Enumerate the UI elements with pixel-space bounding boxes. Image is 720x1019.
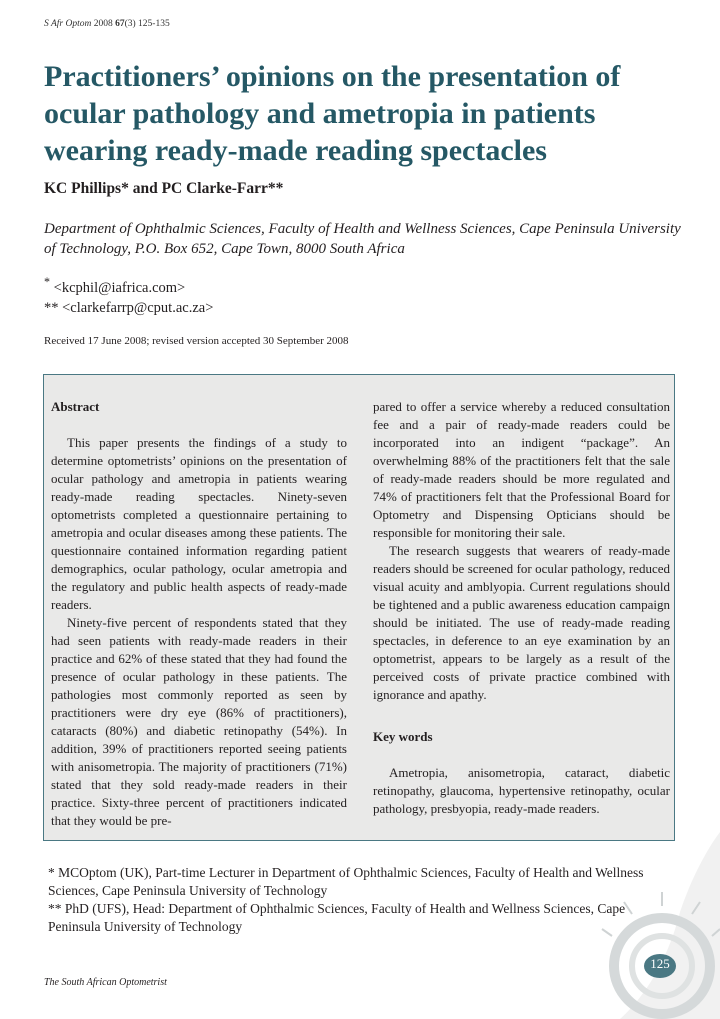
decorative-eye-graphic bbox=[580, 832, 720, 1019]
affiliation: Department of Ophthalmic Sciences, Faculty of Health and Wellness Sciences, Cape Peninsula University of Technology, P.O. Box 652, Cape Town, 8000 South Africa bbox=[44, 221, 681, 257]
email-mark: ** bbox=[44, 299, 59, 316]
footnote: * MCOptom (UK), Part-time Lecturer in Department of Ophthalmic Sciences, Faculty of Health and Wellness Sciences, Cape Peninsula University of Technology bbox=[48, 865, 644, 898]
email-address[interactable]: <clarkefarrp@cput.ac.za> bbox=[58, 299, 214, 316]
keywords-heading: Key words bbox=[373, 729, 433, 744]
journal-volume: 67 bbox=[115, 19, 125, 29]
received-dates: Received 17 June 2008; revised version accepted 30 September 2008 bbox=[44, 335, 349, 347]
abstract-right-column bbox=[373, 398, 670, 818]
journal-year: 2008 bbox=[93, 19, 113, 29]
journal-abbrev: S Afr Optom bbox=[44, 19, 92, 29]
email-list bbox=[44, 272, 213, 318]
running-head bbox=[44, 19, 170, 29]
email-mark: * bbox=[44, 275, 51, 289]
footnote: ** PhD (UFS), Head: Department of Ophthalmic Sciences, Faculty of Health and Wellness Sciences, Cape Peninsula University of Technology bbox=[48, 901, 626, 934]
abstract-continuation: pared to offer a service whereby a reduced consultation fee and a pair of ready-made readers could be incorporated into an indigent “package”. An overwhelming 88% of the practitioners felt that the sale of ready-made readers should be more regulated and 74% of practitioners felt that the Professional Board for Optometry and Dispensing Opticians should be responsible for monitoring their sale. bbox=[373, 399, 670, 540]
email-line-2 bbox=[44, 298, 213, 318]
email-line-1 bbox=[44, 272, 213, 298]
abstract-paragraph: Ninety-five percent of respondents stated that they had seen patients with ready-made readers in their practice and 62% of these stated that they had found the presence of ocular pathology in these patients. The pathologies most commonly reported as seen by practitioners were dry eye (86% of practitioners), cataracts (80%) and diabetic retinopathy (54%). In addition, 39% of practitioners reported seeing patients with anisometropia. The majority of practitioners (71%) stated that they sold ready-made readers in their practice. Sixty-three percent of practitioners indicated that they would be pre- bbox=[51, 615, 347, 828]
keywords-text: Ametropia, anisometropia, cataract, diabetic retinopathy, glaucoma, hypertensive retinopathy, ocular pathology, presbyopia, ready-made readers. bbox=[373, 765, 670, 816]
abstract-heading: Abstract bbox=[51, 399, 100, 414]
abstract-paragraph: The research suggests that wearers of ready-made readers should be screened for ocular pathology, reduced visual acuity and amblyopia. Current regulations should be tightened and a public awareness education campaign should be initiated. The use of ready-made reading spectacles, in deference to an eye examination by an optometrist, appears to be largely as a result of the perceived costs of private practice combined with ignorance and apathy. bbox=[373, 543, 670, 702]
page-number: 125 bbox=[650, 956, 670, 971]
author-footnotes bbox=[48, 864, 670, 936]
author-line: KC Phillips* and PC Clarke-Farr** bbox=[44, 180, 284, 197]
email-address[interactable]: <kcphil@iafrica.com> bbox=[50, 279, 186, 296]
article-title: Practitioners’ opinions on the presentation of ocular pathology and ametropia in patients wearing ready-made reading spectacles bbox=[44, 60, 621, 167]
journal-name-footer: The South African Optometrist bbox=[44, 977, 167, 988]
journal-issue-pages: (3) 125-135 bbox=[124, 19, 170, 29]
abstract-left-column bbox=[51, 398, 347, 830]
abstract-paragraph: This paper presents the findings of a study to determine optometrists’ opinions on the presentation of ocular pathology and ametropia in patients wearing ready-made reading spectacles. Ninety-seven optometrists completed a questionnaire pertaining to ametropia and ocular diseases among these patients. The questionnaire contained information regarding patient demographics, ocular pathology, ocular ametropia and the regulatory and public health aspects of ready-made readers. bbox=[51, 435, 347, 612]
